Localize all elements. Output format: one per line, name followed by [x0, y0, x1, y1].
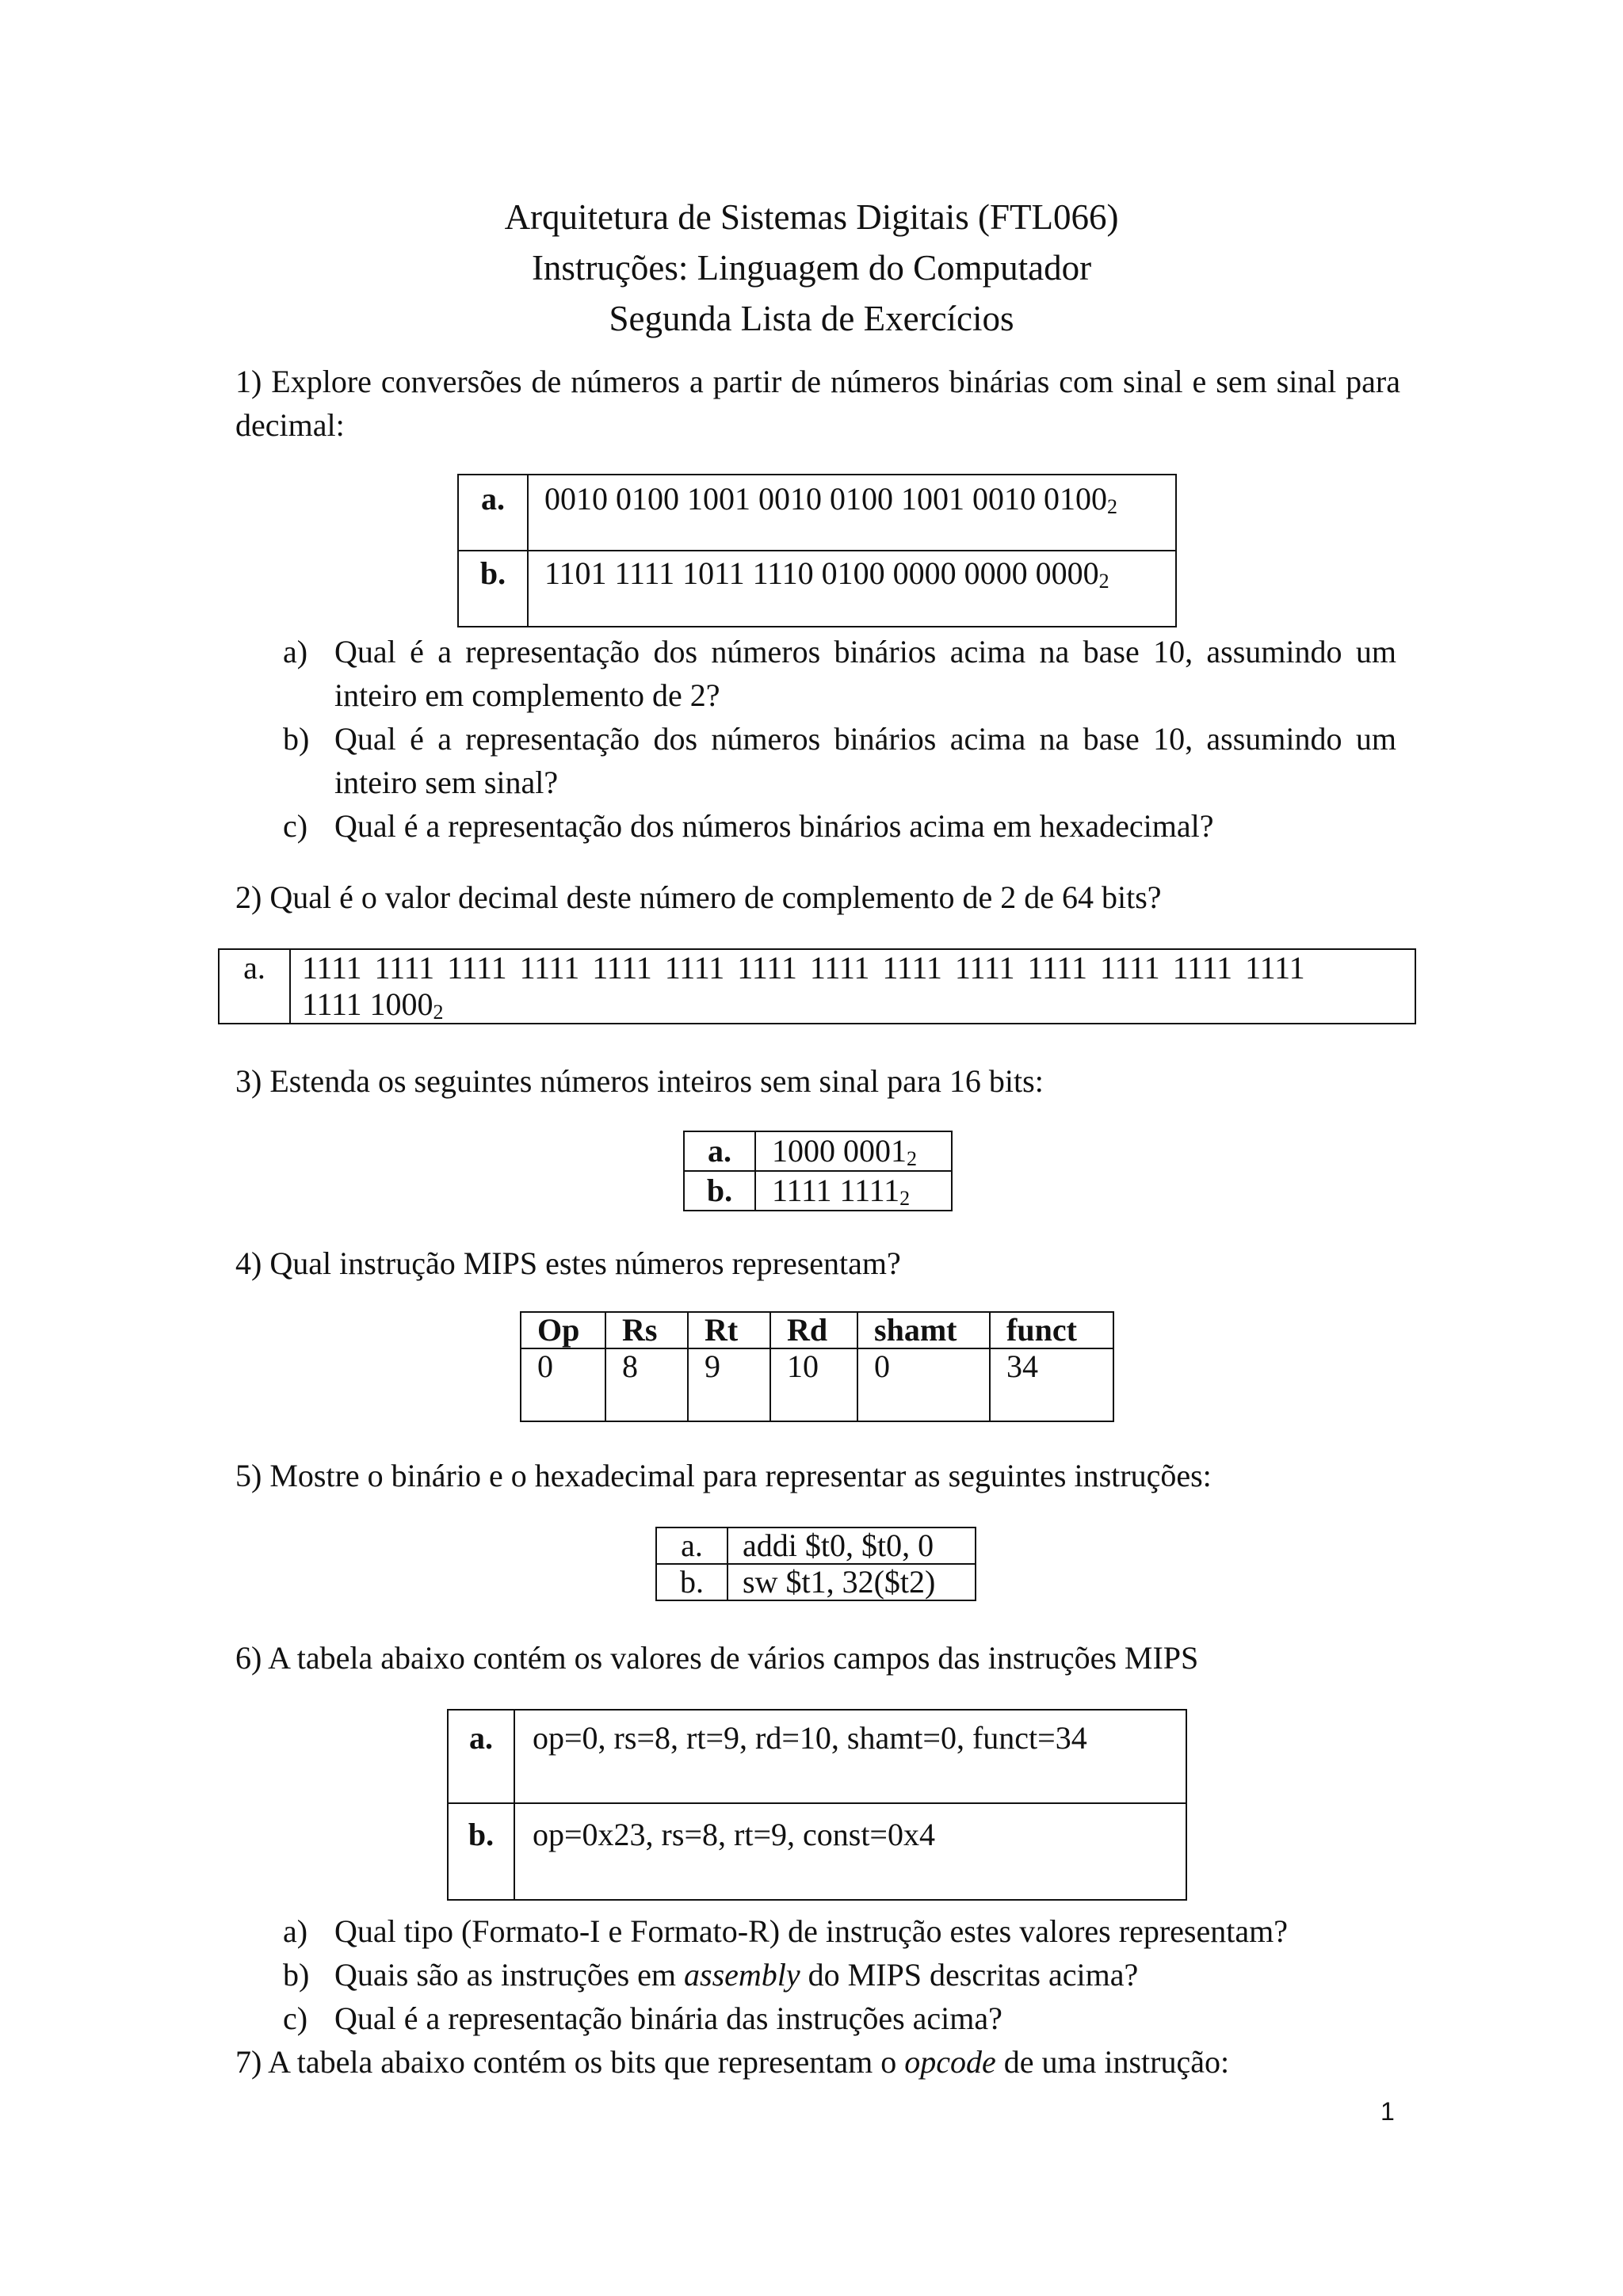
- row-label: a.: [219, 949, 290, 1024]
- q5-instructions-table: [655, 1527, 976, 1601]
- table-row: [521, 1348, 1113, 1421]
- list-item-text: Qual tipo (Formato-I e Formato-R) de instrução estes valores representam?: [334, 1913, 1288, 1949]
- binary-value: 1101 1111 1011 1110 0100 0000 0000 $0000_2$: [528, 551, 1176, 627]
- list-marker: c): [283, 808, 308, 844]
- page-number: 1: [1381, 2097, 1395, 2126]
- q1-binary-table: [457, 474, 1177, 627]
- question-7-text: 7) A tabela abaixo contém os bits que representam o opcode de uma instrução:: [235, 2044, 1230, 2080]
- list-marker: a): [283, 1913, 308, 1949]
- col-header-rs: Rs: [605, 1312, 688, 1348]
- col-header-funct: funct: [990, 1312, 1113, 1348]
- list-item-text: Qual é a representação dos números binários acima na base 10, assumindo um inteiro em complemento de 2?: [334, 634, 1396, 713]
- fields-value: op=0x23, rs=8, rt=9, const=0x4: [514, 1803, 1186, 1900]
- table-row: [448, 1710, 1186, 1803]
- list-item: [283, 717, 1400, 804]
- table-header-row: [521, 1312, 1113, 1348]
- row-label: a.: [656, 1527, 727, 1564]
- document-subtitle: Instruções: Linguagem do Computador: [531, 248, 1092, 288]
- list-marker: b): [283, 721, 310, 757]
- cell-rt: 9: [688, 1348, 770, 1421]
- col-header-rt: Rt: [688, 1312, 770, 1348]
- exercise-list-title: Segunda Lista de Exercícios: [609, 299, 1014, 338]
- list-item-text: Qual é a representação binária das instruções acima?: [334, 2000, 1002, 2036]
- list-item: [283, 1953, 1400, 1997]
- table-row: [219, 949, 1415, 1024]
- table-row: [684, 1171, 952, 1211]
- list-item: [283, 804, 1400, 848]
- col-header-op: Op: [521, 1312, 605, 1348]
- col-header-rd: Rd: [770, 1312, 857, 1348]
- cell-rd: 10: [770, 1348, 857, 1421]
- binary-value: 0010 0100 1001 0010 0100 1001 0010 $0100_2$: [528, 475, 1176, 551]
- binary-line-1: 1111 1111 1111 1111 1111 1111 1111 1111 1111 1111 1111 1111 1111 1111: [302, 950, 1305, 986]
- table-row: [656, 1527, 976, 1564]
- question-6-text: 6) A tabela abaixo contém os valores de vários campos das instruções MIPS: [235, 1640, 1199, 1676]
- cell-op: 0: [521, 1348, 605, 1421]
- list-item-text: Qual é a representação dos números binários acima na base 10, assumindo um inteiro sem sinal?: [334, 721, 1396, 800]
- list-item-text: Quais são as instruções em assembly do MIPS descritas acima?: [334, 1957, 1139, 1993]
- q3-binary-table: [683, 1131, 953, 1211]
- row-label: b.: [656, 1564, 727, 1600]
- mips-fields-table: [520, 1311, 1114, 1422]
- table-row: [458, 551, 1176, 627]
- binary-value: 1111 $1111_2$: [755, 1171, 952, 1211]
- row-label: a.: [458, 475, 528, 551]
- row-label: b.: [684, 1171, 755, 1211]
- binary-value: [290, 949, 1415, 1024]
- question-5-text: 5) Mostre o binário e o hexadecimal para representar as seguintes instruções:: [235, 1458, 1212, 1493]
- list-item-text: Qual é a representação dos números binários acima em hexadecimal?: [334, 808, 1214, 844]
- course-title: Arquitetura de Sistemas Digitais (FTL066): [504, 197, 1119, 237]
- table-row: [656, 1564, 976, 1600]
- q2-binary-table: [218, 948, 1416, 1024]
- table-row: [684, 1131, 952, 1171]
- cell-funct: 34: [990, 1348, 1113, 1421]
- list-item: [283, 1909, 1400, 1953]
- cell-shamt: 0: [857, 1348, 990, 1421]
- question-1-text: 1) Explore conversões de números a partir de números binárias com sinal e sem sinal para decimal:: [235, 364, 1400, 443]
- row-label: a.: [684, 1131, 755, 1171]
- row-label: b.: [458, 551, 528, 627]
- col-header-shamt: shamt: [857, 1312, 990, 1348]
- list-item: [283, 1997, 1400, 2040]
- binary-line-2: 1111 $1000_2$: [302, 986, 444, 1024]
- row-label: b.: [448, 1803, 514, 1900]
- question-2-text: 2) Qual é o valor decimal deste número de complemento de 2 de 64 bits?: [235, 879, 1162, 915]
- table-row: [458, 475, 1176, 551]
- question-3-text: 3) Estenda os seguintes números inteiros sem sinal para 16 bits:: [235, 1063, 1044, 1099]
- list-marker: a): [283, 634, 308, 669]
- row-label: a.: [448, 1710, 514, 1803]
- instruction-value: sw $t1, 32($t2): [727, 1564, 976, 1600]
- list-marker: c): [283, 2000, 308, 2036]
- binary-value: 1000 $0001_2$: [755, 1131, 952, 1171]
- fields-value: op=0, rs=8, rt=9, rd=10, shamt=0, funct=34: [514, 1710, 1186, 1803]
- question-4-text: 4) Qual instrução MIPS estes números representam?: [235, 1245, 901, 1281]
- instruction-value: addi $t0, $t0, 0: [727, 1527, 976, 1564]
- list-item: [283, 630, 1400, 717]
- q6-fields-table: [447, 1709, 1187, 1901]
- table-row: [448, 1803, 1186, 1900]
- cell-rs: 8: [605, 1348, 688, 1421]
- list-marker: b): [283, 1957, 310, 1993]
